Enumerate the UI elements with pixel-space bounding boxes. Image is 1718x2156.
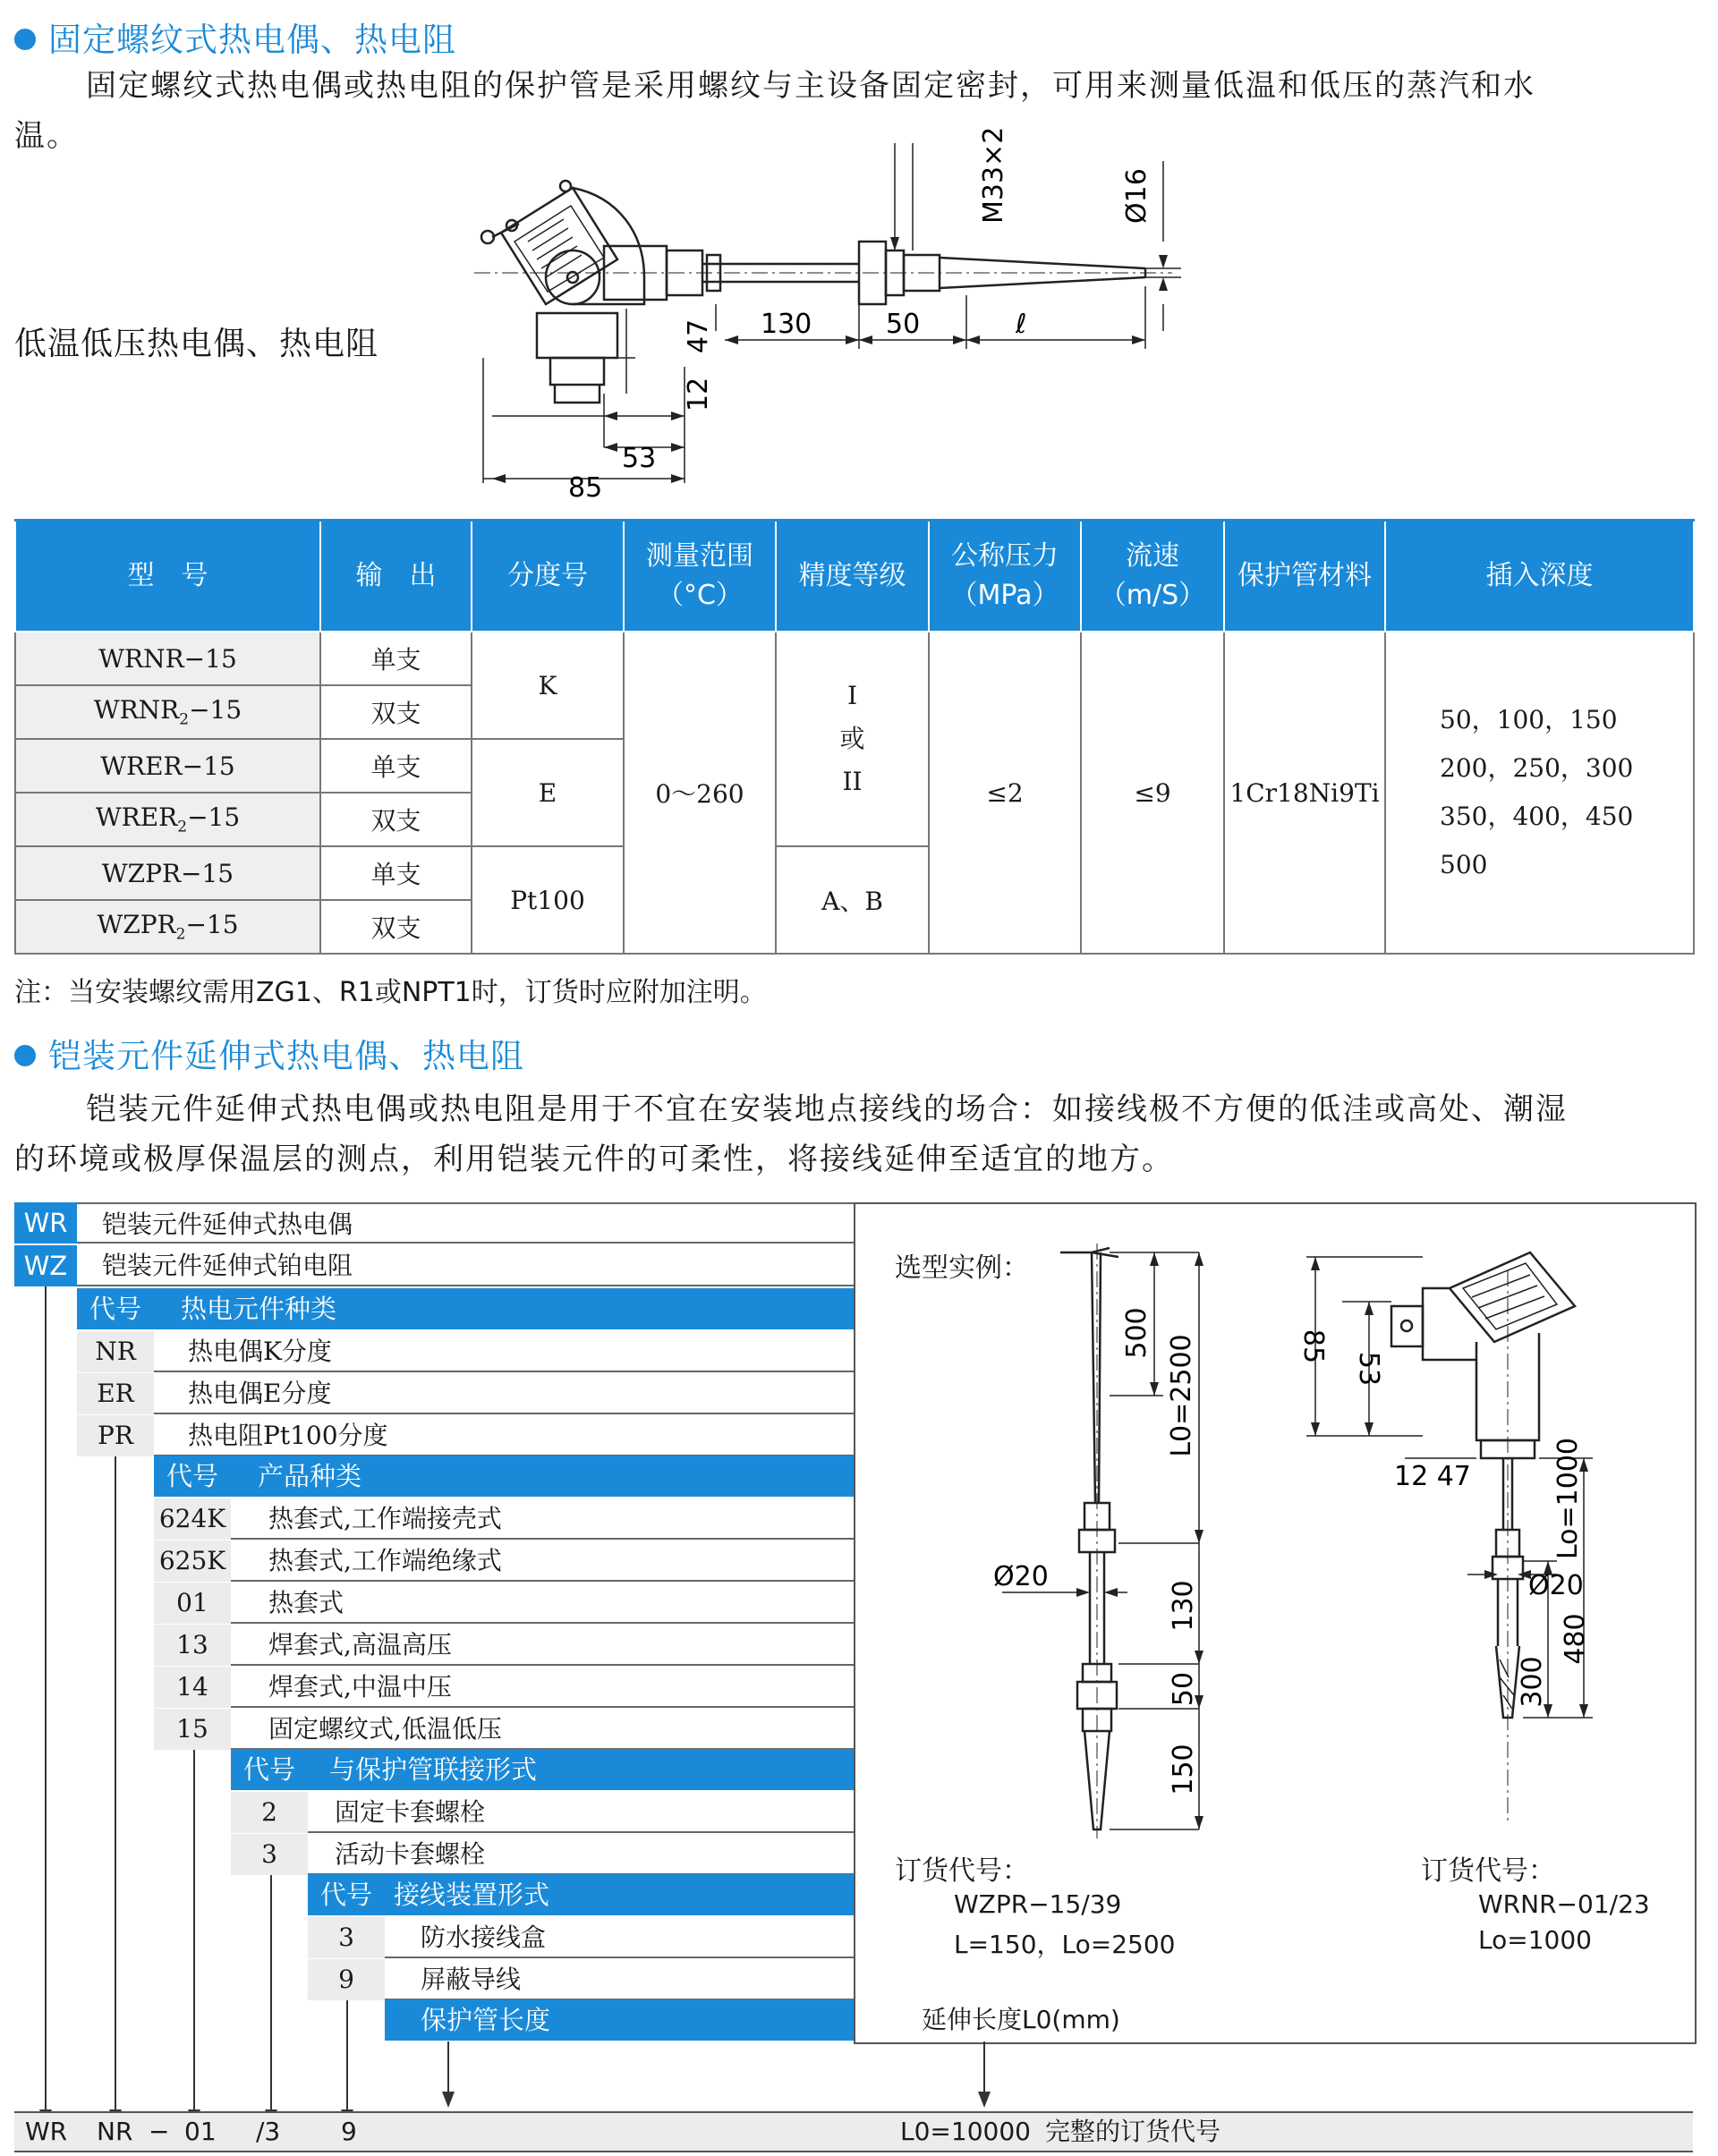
group2-title: 产品种类 <box>258 1461 362 1491</box>
header-flow <box>1081 521 1224 632</box>
desc-wz: 铠装元件延伸式铂电阻 <box>77 1245 854 1286</box>
desc-3: 活动卡套螺栓 <box>308 1834 854 1875</box>
spec-table <box>14 519 1695 955</box>
section1-title <box>14 13 456 61</box>
dim-500: 500 <box>1121 1307 1152 1359</box>
dim-53: 53 <box>622 443 657 474</box>
example-left-order-label: 订货代号： <box>895 1855 1029 1887</box>
model-cell <box>15 632 320 685</box>
header-pressure-text: 公称压力 （MPa） <box>950 540 1059 611</box>
model-cell <box>15 846 320 900</box>
code-wr: WR <box>14 1202 77 1244</box>
accuracy-cell <box>776 632 929 846</box>
example-left-order-code: WZPR−15/39 <box>954 1889 1122 1919</box>
output-cell: 双支 <box>320 900 472 954</box>
output-cell: 双支 <box>320 793 472 846</box>
group3-code-header: 代号 <box>242 1754 295 1785</box>
example-left-order-len: L=150，Lo=2500 <box>954 1930 1176 1959</box>
group1-title: 热电元件种类 <box>181 1294 337 1324</box>
header-accuracy: 精度等级 <box>776 521 929 632</box>
model-sub: 2 <box>175 925 186 944</box>
spec-header-row <box>15 521 1694 632</box>
section1-title-text: 固定螺纹式热电偶、热电阻 <box>48 21 456 59</box>
group1-header <box>77 1288 854 1329</box>
model-name: WRER−15 <box>100 751 235 781</box>
graduation-cell: E <box>472 739 624 846</box>
ext-length-label: 延伸长度L0(mm) <box>922 2005 1120 2034</box>
code-wz: WZ <box>14 1245 77 1286</box>
model-tail: −15 <box>189 695 242 726</box>
dim-300: 300 <box>1517 1656 1548 1708</box>
leader-line <box>447 2041 449 2095</box>
section1-paragraph <box>14 61 1697 111</box>
desc-625k: 热套式,工作端绝缘式 <box>231 1541 854 1582</box>
dim-47: 47 <box>683 318 714 353</box>
code-01: 01 <box>154 1583 231 1625</box>
model-name: WZPR <box>97 910 176 940</box>
code-nr: NR <box>77 1331 154 1374</box>
code-3: 3 <box>231 1834 308 1877</box>
desc-g4-3: 防水接线盒 <box>385 1917 854 1958</box>
desc-15: 固定螺纹式,低温低压 <box>231 1709 854 1750</box>
group4-code-header: 代号 <box>319 1880 372 1910</box>
graduation-cell: K <box>472 632 624 739</box>
dim-130-left: 130 <box>1168 1580 1199 1632</box>
group2-code-header: 代号 <box>166 1461 218 1491</box>
dim-12: 12 <box>683 377 714 412</box>
bullet-icon <box>14 29 36 50</box>
order-9: 9 <box>341 2117 357 2146</box>
desc-14: 焊套式,中温中压 <box>231 1667 854 1708</box>
accuracy-c: II <box>842 767 863 796</box>
leader-line <box>115 1456 116 2129</box>
order-code-bar <box>14 2111 1693 2152</box>
bullet-icon <box>14 1045 36 1066</box>
dim-l0-2500: L0=2500 <box>1166 1334 1197 1457</box>
code-er: ER <box>77 1373 154 1416</box>
code-625k: 625K <box>154 1541 231 1583</box>
model-sub: 2 <box>179 710 190 729</box>
model-tail: −15 <box>187 802 241 833</box>
desc-g4-9: 屏蔽导线 <box>385 1959 854 2000</box>
code-pr: PR <box>77 1415 154 1458</box>
header-output: 输 出 <box>320 521 472 632</box>
dim-dia-20: Ø20 <box>993 1561 1049 1592</box>
dim-480: 480 <box>1560 1613 1591 1665</box>
header-pressure <box>929 521 1081 632</box>
diagram-caption: 低温低压热电偶、热电阻 <box>14 326 379 362</box>
dim-130: 130 <box>761 309 812 340</box>
range-cell: 0～260 <box>624 632 776 954</box>
dim-85-right: 85 <box>1297 1328 1329 1364</box>
order-3: /3 <box>256 2117 281 2146</box>
code-15: 15 <box>154 1709 231 1752</box>
leader-line <box>270 1875 272 2129</box>
model-name: WZPR−15 <box>101 858 234 888</box>
desc-13: 焊套式,高温高压 <box>231 1625 854 1666</box>
table-row <box>15 632 1694 685</box>
code-g4-9: 9 <box>308 1959 385 2002</box>
header-material: 保护管材料 <box>1224 521 1385 632</box>
example-left-drawing <box>984 1235 1253 1843</box>
leader-line <box>193 1750 195 2129</box>
desc-nr: 热电偶K分度 <box>154 1331 854 1372</box>
group4-header <box>308 1874 854 1915</box>
model-cell <box>15 900 320 954</box>
length-bar: 保护管长度 <box>385 1999 854 2041</box>
note-text: 注：当安装螺纹需用ZG1、R1或NPT1时，订货时应附加注明。 <box>14 977 767 1008</box>
desc-624k: 热套式,工作端接壳式 <box>231 1498 854 1540</box>
header-graduation: 分度号 <box>472 521 624 632</box>
example-right-order-len: Lo=1000 <box>1478 1925 1592 1955</box>
arrow-down-icon <box>442 2092 455 2108</box>
dim-50-left: 50 <box>1168 1671 1199 1707</box>
accuracy-or: 或 <box>839 724 865 753</box>
example-right-drawing <box>1288 1235 1646 1825</box>
accuracy-a: I <box>846 681 858 710</box>
code-g4-3: 3 <box>308 1917 385 1960</box>
model-name: WRNR <box>93 695 180 726</box>
dim-12-47: 12 47 <box>1394 1461 1471 1492</box>
header-range-text: 测量范围 （°C） <box>646 540 753 611</box>
model-name: WRER <box>95 802 178 833</box>
desc-pr: 热电阻Pt100分度 <box>154 1415 854 1456</box>
depth-line: 200，250，300 <box>1440 753 1634 783</box>
depth-line: 50，100，150 <box>1440 705 1618 734</box>
depth-cell <box>1385 632 1694 954</box>
model-name: WRNR−15 <box>98 643 237 674</box>
graduation-cell: Pt100 <box>472 846 624 954</box>
header-flow-text: 流速 （m/S） <box>1099 540 1206 611</box>
group3-title: 与保护管联接形式 <box>329 1754 538 1785</box>
model-tail: −15 <box>185 910 239 940</box>
dim-dia-20-right: Ø20 <box>1528 1570 1584 1601</box>
example-title: 选型实例： <box>895 1252 1029 1284</box>
group2-header <box>154 1456 854 1497</box>
order-nr: NR <box>97 2117 133 2146</box>
section1-para-line2: 温。 <box>14 118 79 154</box>
section2-para-line1: 铠装元件延伸式热电偶或热电阻是用于不宜在安装地点接线的场合：如接线极不方便的低洼或高处、潮湿 <box>86 1091 1568 1127</box>
model-sub: 2 <box>177 818 188 836</box>
flow-cell: ≤9 <box>1081 632 1224 954</box>
model-cell <box>15 793 320 846</box>
desc-wr: 铠装元件延伸式热电偶 <box>77 1202 854 1244</box>
dim-diameter: Ø16 <box>1121 168 1152 224</box>
model-cell <box>15 739 320 793</box>
code-13: 13 <box>154 1625 231 1668</box>
order-01: 01 <box>184 2117 217 2146</box>
code-14: 14 <box>154 1667 231 1710</box>
order-label: 完整的订货代号 <box>1045 2117 1221 2146</box>
output-cell: 单支 <box>320 846 472 900</box>
example-right-order-label: 订货代号： <box>1421 1855 1555 1887</box>
depth-line: 500 <box>1440 850 1488 879</box>
dim-53-right: 53 <box>1353 1351 1384 1387</box>
header-model: 型 号 <box>15 521 320 632</box>
desc-er: 热电偶E分度 <box>154 1373 854 1414</box>
section2-title-text: 铠装元件延伸式热电偶、热电阻 <box>48 1037 524 1075</box>
arrow-down-icon <box>978 2092 991 2108</box>
dim-85: 85 <box>568 472 603 501</box>
header-depth: 插入深度 <box>1385 521 1694 632</box>
code-624k: 624K <box>154 1498 231 1541</box>
code-2: 2 <box>231 1792 308 1835</box>
output-cell: 单支 <box>320 632 472 685</box>
dim-150-left: 150 <box>1168 1744 1199 1795</box>
header-range <box>624 521 776 632</box>
model-cell <box>15 685 320 739</box>
output-cell: 双支 <box>320 685 472 739</box>
group3-header <box>231 1749 854 1790</box>
material-cell: 1Cr18Ni9Ti <box>1224 632 1385 954</box>
group4-title: 接线装置形式 <box>394 1880 550 1910</box>
example-right-order-code: WRNR−01/23 <box>1478 1889 1650 1919</box>
section2-para-line2: 的环境或极厚保温层的测点，利用铠装元件的可柔性，将接线延伸至适宜的地方。 <box>14 1142 1174 1177</box>
leader-line <box>45 1286 47 2129</box>
order-wr: WR <box>25 2117 68 2146</box>
leader-line <box>983 2041 985 2095</box>
dim-l: ℓ <box>1016 309 1027 340</box>
group1-code-header: 代号 <box>89 1294 141 1324</box>
depth-line: 350，400，450 <box>1440 802 1634 831</box>
thermocouple-drawing <box>465 125 1181 501</box>
dim-lo-1000: Lo=1000 <box>1552 1437 1584 1560</box>
desc-01: 热套式 <box>231 1583 854 1624</box>
output-cell: 单支 <box>320 739 472 793</box>
section1-para-line1: 固定螺纹式热电偶或热电阻的保护管是采用螺纹与主设备固定密封，可用来测量低温和低压的蒸汽和水 <box>86 68 1535 104</box>
accuracy-cell-2: A、B <box>776 846 929 954</box>
section2-title <box>14 1029 524 1077</box>
dim-50: 50 <box>886 309 921 340</box>
dim-thread: M33×2 <box>978 126 1009 224</box>
order-length: L0=10000 <box>900 2117 1031 2146</box>
order-dash: − <box>149 2117 170 2146</box>
desc-2: 固定卡套螺栓 <box>308 1792 854 1833</box>
pressure-cell: ≤2 <box>929 632 1081 954</box>
